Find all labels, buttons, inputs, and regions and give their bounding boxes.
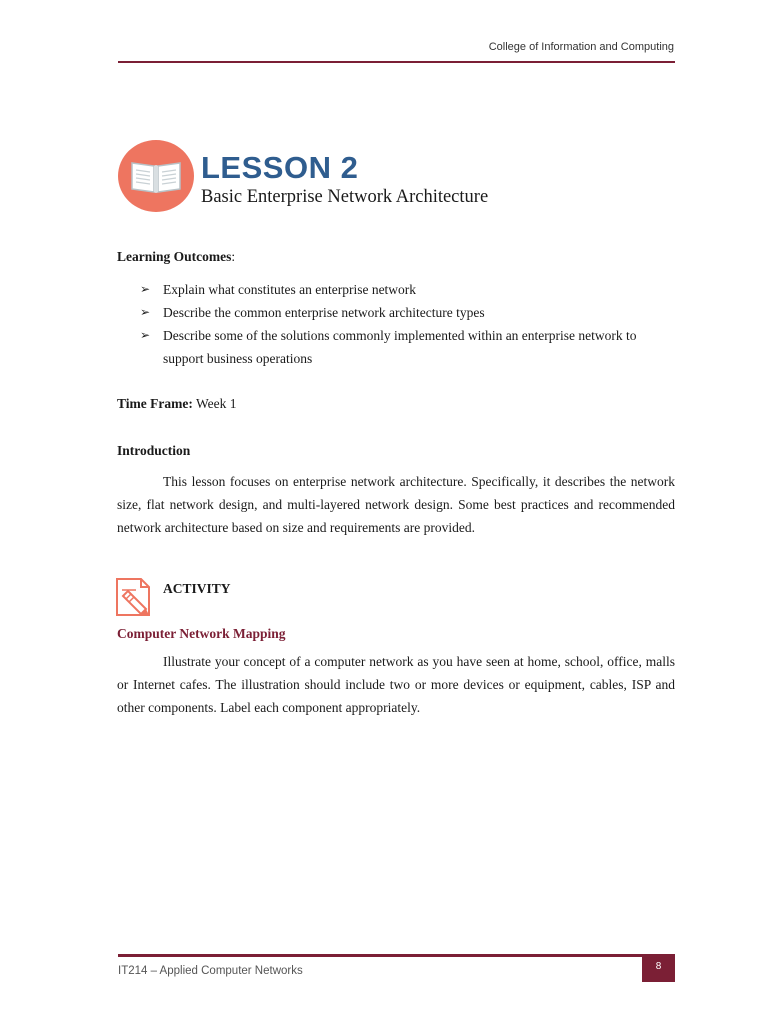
outcome-text: Describe the common enterprise network architecture types xyxy=(163,305,485,320)
footer-course: IT214 – Applied Computer Networks xyxy=(118,965,303,977)
page-number: 8 xyxy=(642,955,675,982)
introduction-heading: Introduction xyxy=(117,443,191,458)
arrow-bullet-icon: ➢ xyxy=(140,328,151,342)
activity-title: Computer Network Mapping xyxy=(117,626,286,641)
learning-outcomes-label: Learning Outcomes xyxy=(117,249,232,264)
time-frame xyxy=(117,396,237,412)
arrow-bullet-icon: ➢ xyxy=(140,282,151,296)
learning-outcomes-heading xyxy=(117,249,235,265)
activity-paragraph: Illustrate your concept of a computer network as you have seen at home, school, office, malls or Internet cafes. The illustration should include two or more devices or equipment, cables, ISP and other components. Label each component appropriately. xyxy=(117,654,675,715)
arrow-bullet-icon: ➢ xyxy=(140,305,151,319)
pencil-paper-icon xyxy=(114,576,154,618)
header-rule xyxy=(118,61,675,63)
activity-heading: ACTIVITY xyxy=(163,581,231,596)
learning-outcomes-list xyxy=(140,278,680,370)
time-frame-value: Week 1 xyxy=(196,396,237,411)
footer-rule xyxy=(118,954,675,957)
list-item xyxy=(140,278,680,301)
list-item xyxy=(140,324,680,370)
header-institution: College of Information and Computing xyxy=(488,41,674,53)
open-book-icon xyxy=(118,140,194,212)
introduction-paragraph: This lesson focuses on enterprise network architecture. Specifically, it describes the network size, flat network design, and multi-layered network design. Some best practices and recommended network architecture based on size and requirements are provided. xyxy=(117,474,675,535)
learning-outcomes-colon: : xyxy=(231,249,236,264)
list-item xyxy=(140,301,680,324)
lesson-subtitle: Basic Enterprise Network Architecture xyxy=(201,187,489,207)
outcome-text: Explain what constitutes an enterprise network xyxy=(163,282,417,297)
lesson-title: LESSON 2 xyxy=(201,150,359,185)
time-frame-label: Time Frame: xyxy=(117,396,193,411)
outcome-text: Describe some of the solutions commonly implemented within an enterprise network to support business operations xyxy=(163,328,637,366)
